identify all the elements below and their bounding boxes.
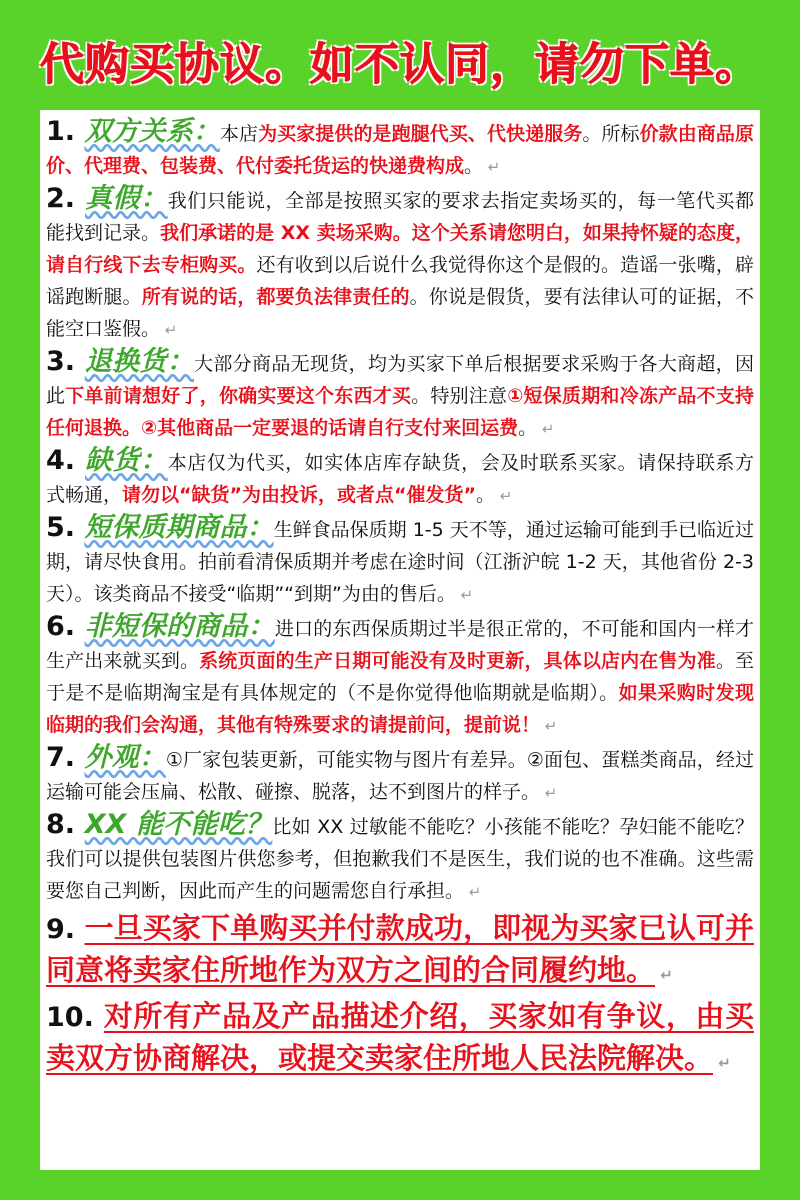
clause-keyword: 外观： bbox=[84, 742, 166, 773]
return-mark-icon: ↵ bbox=[494, 487, 513, 505]
clause-number: 8. bbox=[46, 809, 85, 840]
clause-emphasis: 价款由商品原价、代理费、包装费、代付委托货运的快递费构成 bbox=[46, 123, 754, 177]
clause-text: 还有收到以后说什么我觉得你这个是假的。造谣一张嘴，辟谣跑断腿。 bbox=[46, 254, 754, 308]
agreement-items bbox=[46, 116, 754, 908]
clause-number: 6. bbox=[46, 611, 85, 642]
clause-text: 我们只能说，全部是按照买家的要求去指定卖场买的，每一笔代买都能找到记录。 bbox=[46, 190, 754, 244]
clause-number: 5. bbox=[46, 512, 85, 543]
clause-emphasis: 我们承诺的是 XX 卖场采购。这个关系请您明白，如果持怀疑的态度，请自行线下去专柜购买。 bbox=[46, 222, 754, 276]
clause-emphasis: 所有说的话，都要负法律责任的 bbox=[141, 286, 410, 308]
key-clause-10 bbox=[46, 996, 754, 1084]
clause-text: 本店仅为代买，如实体店库存缺货，会及时联系买家。请保持联系方式畅通， bbox=[46, 452, 754, 506]
clause-text: 生鲜食品保质期 1-5 天不等，通过运输可能到手已临近过期，请尽快食用。拍前看清保质期并考虑在途时间（江浙沪皖 1-2 天，其他省份 2-3 天）。该类商品不接受“临期”“到期”为由的售后。 bbox=[46, 519, 754, 605]
clause-keyword: XX 能不能吃？ bbox=[84, 809, 273, 840]
clause-text: 。至于是不是临期淘宝是有具体规定的（不是你觉得他临期就是临期）。 bbox=[46, 650, 754, 704]
key-clause-text: 一旦买家下单购买并付款成功，即视为买家已认可并同意将卖家住所地作为双方之间的合同履约地。 bbox=[46, 911, 754, 987]
clause-4 bbox=[46, 445, 754, 512]
clause-text: 。 bbox=[464, 155, 484, 177]
return-mark-icon: ↵ bbox=[540, 784, 558, 802]
clause-keyword: 短保质期商品： bbox=[84, 512, 274, 543]
clause-text: ①厂家包装更新，可能实物与图片有差异。②面包、蛋糕类商品，经过运输可能会压扁、松散、碰擦、脱落，达不到图片的样子。 bbox=[46, 749, 754, 803]
return-mark-icon: ↵ bbox=[160, 321, 178, 339]
clause-text: 本店 bbox=[219, 123, 259, 145]
return-mark-icon: ↵ bbox=[455, 586, 474, 604]
clause-emphasis: 系统页面的生产日期可能没有及时更新，具体以店内在售为准 bbox=[199, 650, 716, 672]
return-mark-icon: ↵ bbox=[713, 1054, 731, 1072]
clause-keyword: 真假： bbox=[85, 183, 168, 214]
clause-text: 进口的东西保质期过半是很正常的，不可能和国内一样才生产出来就买到。 bbox=[46, 618, 754, 672]
clause-emphasis: 请勿以“缺货”为由投诉，或者点“催发货” bbox=[122, 484, 476, 506]
clause-text: 大部分商品无现货，均为买家下单后根据要求采购于各大商超，因此 bbox=[46, 353, 754, 407]
clause-5 bbox=[46, 512, 754, 611]
clause-text: 。 bbox=[518, 417, 538, 439]
clause-emphasis: 下单前请想好了，你确实要这个东西才买 bbox=[65, 385, 412, 407]
clause-text: 比如 XX 过敏能不能吃？小孩能不能吃？孕妇能不能吃？我们可以提供包装图片供您参考，但抱歉我们不是医生，我们说的也不准确。这些需要您自己判断，因此而产生的问题需您自行承担。 bbox=[46, 816, 754, 902]
clause-text: 。你说是假货，要有法律认可的证据，不能空口鉴假。 bbox=[46, 286, 754, 340]
key-clause-9 bbox=[46, 908, 754, 996]
clause-number: 1. bbox=[46, 116, 85, 147]
clause-8 bbox=[46, 809, 754, 908]
clause-1 bbox=[46, 116, 754, 183]
clause-emphasis: 为买家提供的是跑腿代买、代快递服务 bbox=[258, 123, 583, 145]
clause-number: 3. bbox=[46, 346, 85, 377]
return-mark-icon: ↵ bbox=[537, 420, 555, 438]
clause-3 bbox=[46, 346, 754, 445]
clause-7 bbox=[46, 742, 754, 809]
return-mark-icon: ↵ bbox=[464, 883, 482, 901]
clause-text: 。所标 bbox=[582, 123, 640, 145]
clause-number: 2. bbox=[46, 183, 86, 214]
clause-emphasis: ①短保质期和冷冻产品不支持任何退换。②其他商品一定要退的话请自行支付来回运费 bbox=[46, 385, 754, 439]
clause-text: 。 bbox=[475, 484, 495, 506]
clause-number: 10. bbox=[46, 1002, 104, 1033]
clause-number: 9. bbox=[46, 914, 85, 945]
page-title: 代购买协议。如不认同，请勿下单。 bbox=[40, 39, 760, 90]
clause-number: 7. bbox=[46, 742, 85, 773]
clause-keyword: 双方关系： bbox=[84, 116, 220, 147]
clause-number: 4. bbox=[46, 445, 86, 476]
clause-keyword: 退换货： bbox=[84, 346, 195, 377]
agreement-panel bbox=[40, 110, 760, 1170]
clause-6 bbox=[46, 611, 754, 742]
agreement-key-terms bbox=[46, 908, 754, 1084]
clause-2 bbox=[46, 183, 754, 346]
return-mark-icon: ↵ bbox=[655, 966, 673, 984]
clause-text: 。特别注意 bbox=[411, 385, 508, 407]
clause-keyword: 缺货： bbox=[85, 445, 168, 476]
clause-emphasis: 如果采购时发现临期的我们会沟通，其他有特殊要求的请提前问，提前说！ bbox=[46, 682, 754, 736]
clause-keyword: 非短保的商品： bbox=[84, 611, 275, 642]
return-mark-icon: ↵ bbox=[483, 158, 501, 176]
return-mark-icon: ↵ bbox=[540, 717, 558, 735]
key-clause-text: 对所有产品及产品描述介绍，买家如有争议，由买卖双方协商解决，或提交卖家住所地人民法院解决。 bbox=[46, 999, 754, 1075]
